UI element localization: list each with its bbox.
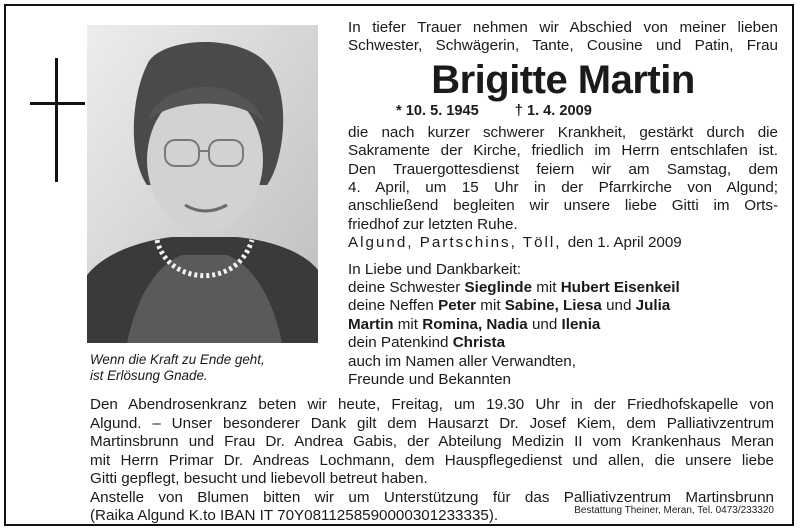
mourner-text: mit bbox=[532, 279, 561, 297]
mourner-text: deine Neffen bbox=[348, 297, 439, 315]
mourner-name: Hubert Eisenkeil bbox=[560, 279, 680, 297]
mourner-name: Romina, Nadia bbox=[422, 315, 528, 333]
mourner-text: mit bbox=[476, 297, 505, 315]
mourner-line-relatives: auch im Namen aller Verwandten, bbox=[348, 352, 576, 370]
notice-date: den 1. April 2009 bbox=[567, 234, 682, 252]
portrait-photo bbox=[87, 25, 318, 343]
cross-symbol bbox=[55, 58, 58, 182]
place-names: Algund, Partschins, Töll, bbox=[348, 234, 562, 252]
closing-line: Gitti gepflegt, besucht und liebevoll betreut haben. bbox=[90, 470, 428, 487]
mourner-name: Sabine, Liesa bbox=[504, 297, 602, 315]
memorial-quote bbox=[90, 352, 330, 384]
mourner-text: deine Schwester bbox=[348, 279, 465, 297]
closing-line: (Raika Algund K.to IBAN IT 70Y0811258590000301233335). bbox=[90, 507, 499, 524]
body-line: 4. April, um 15 Uhr in der Pfarrkirche von Algund; bbox=[348, 179, 778, 197]
cross-symbol-bar bbox=[30, 102, 85, 105]
mourner-text: und bbox=[601, 297, 636, 315]
life-dates bbox=[348, 102, 778, 120]
mourner-line-friends: Freunde und Bekannten bbox=[348, 371, 511, 389]
quote-line: ist Erlösung Gnade. bbox=[90, 368, 208, 383]
closing-line: Martinsbrunn und Frau Dr. Andrea Gabis, der Abteilung Medizin II vom Krankenhaus Meran bbox=[90, 433, 774, 450]
body-line: Sakramente der Kirche, friedlich im Herrn entschlafen ist. bbox=[348, 142, 778, 160]
mourner-name: Ilenia bbox=[561, 315, 601, 333]
mourner-text: mit bbox=[393, 315, 423, 333]
mourner-name: Julia bbox=[635, 297, 671, 315]
mourner-name: Sieglinde bbox=[464, 279, 533, 297]
mourner-line-nephews bbox=[348, 297, 778, 315]
intro-line: Schwester, Schwägerin, Tante, Cousine und Patin, Frau bbox=[348, 37, 778, 55]
mourner-text: dein Patenkind bbox=[348, 334, 453, 352]
mourners-intro: In Liebe und Dankbarkeit: bbox=[348, 260, 522, 278]
funeral-home-credit: Bestattung Theiner, Meran, Tel. 0473/233320 bbox=[574, 505, 774, 516]
mourner-text: und bbox=[527, 315, 562, 333]
mourner-name: Martin bbox=[348, 315, 394, 333]
notice-main-column bbox=[348, 19, 778, 390]
body-line: friedhof zur letzten Ruhe. bbox=[348, 215, 518, 233]
mourner-line-godchild bbox=[348, 334, 778, 352]
quote-line: Wenn die Kraft zu Ende geht, bbox=[90, 352, 265, 367]
closing-line: mit Herrn Primar Dr. Andreas Lochmann, dem Hauspflegedienst und allen, die unsere liebe bbox=[90, 451, 774, 469]
body-line: die nach kurzer schwerer Krankheit, gestärkt durch die bbox=[348, 123, 778, 141]
closing-line: Anstelle von Blumen bitten wir um Unterstützung für das Palliativzentrum Martinsbrunn bbox=[90, 488, 774, 506]
intro-line: In tiefer Trauer nehmen wir Abschied von meiner lieben bbox=[348, 19, 778, 36]
mourner-line-family bbox=[348, 316, 778, 334]
place-date-line bbox=[348, 234, 778, 252]
closing-line: Den Abendrosenkranz beten wir heute, Freitag, um 19.30 Uhr in der Friedhofskapelle von bbox=[90, 396, 774, 413]
closing-line: Algund. – Unser besonderer Dank gilt dem Hausarzt Dr. Josef Kiem, dem Palliativzentrum bbox=[90, 414, 774, 432]
body-line: anschließend begleiten wir unsere liebe Gitti im Orts- bbox=[348, 197, 778, 215]
obituary-notice bbox=[4, 4, 794, 526]
mourner-name: Christa bbox=[452, 334, 506, 352]
mourner-name: Peter bbox=[438, 297, 477, 315]
death-date: † 1. 4. 2009 bbox=[514, 102, 592, 119]
mourner-line-sister bbox=[348, 279, 778, 297]
body-line: Den Trauergottesdienst feiern wir am Samstag, dem bbox=[348, 160, 778, 178]
deceased-name: Brigitte Martin bbox=[431, 57, 695, 102]
birth-date: * 10. 5. 1945 bbox=[396, 102, 479, 119]
